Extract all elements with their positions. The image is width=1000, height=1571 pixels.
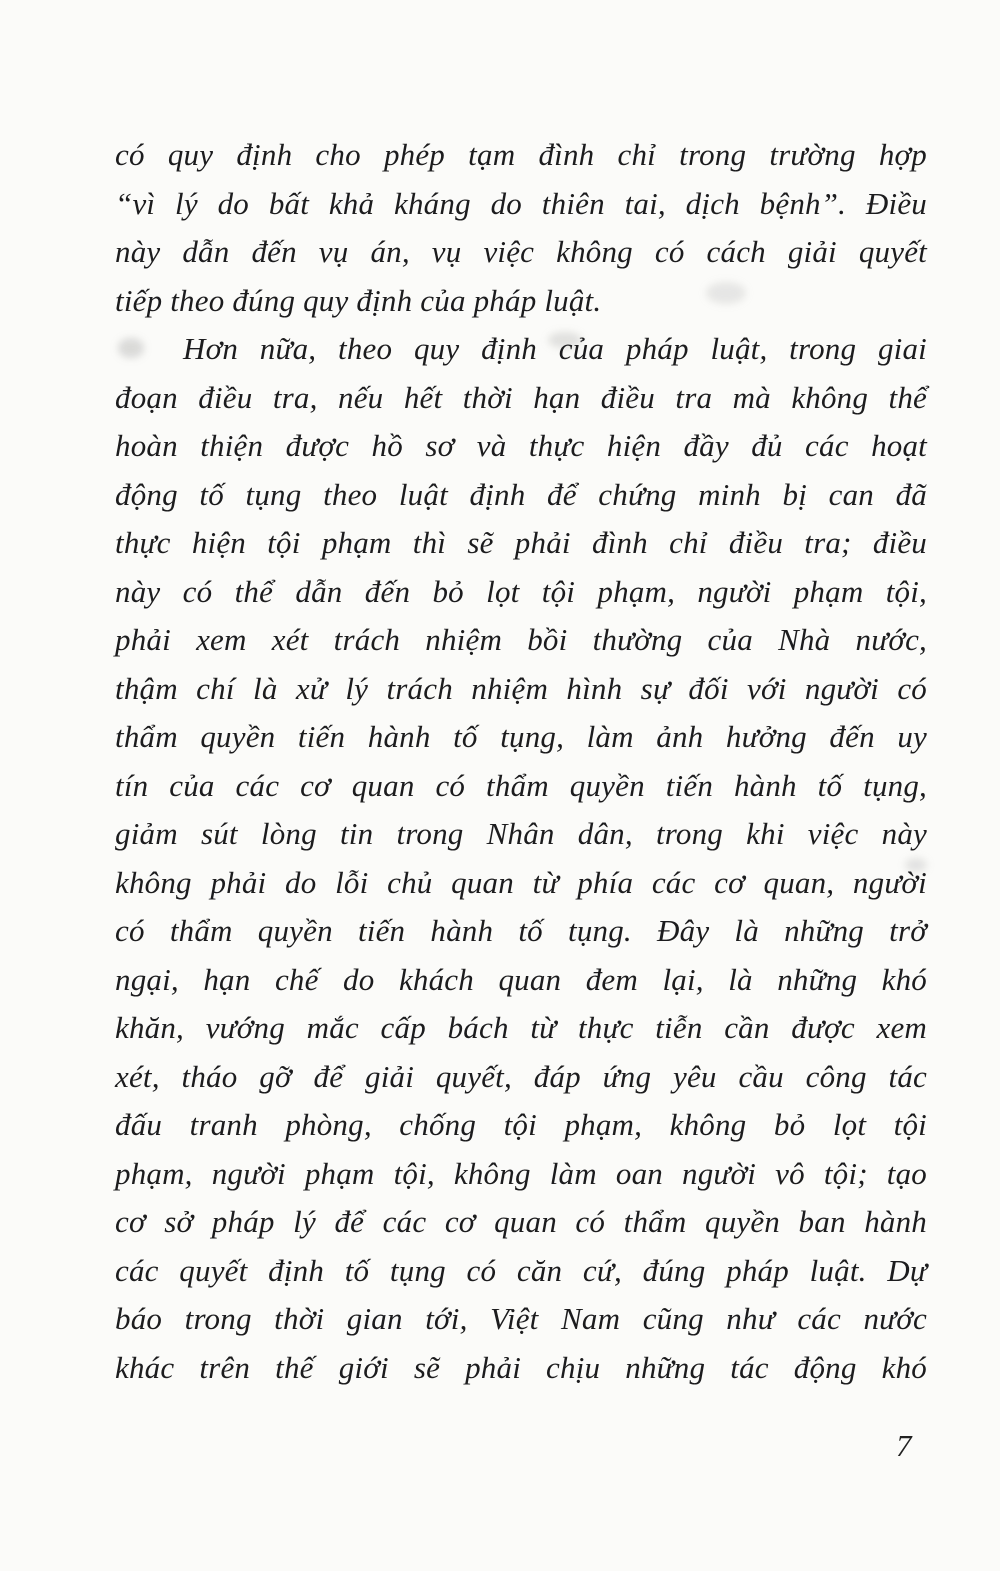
text-line: Hơn nữa, theo quy định của pháp luật, trong giai (183, 331, 927, 366)
text-line: thậm chí là xử lý trách nhiệm hình sự đối với người có (115, 670, 927, 706)
text-line: giảm sút lòng tin trong Nhân dân, trong khi việc này (115, 816, 927, 851)
text-line: báo trong thời gian tới, Việt Nam cũng như các nước (115, 1301, 927, 1336)
text-line: khác trên thế giới sẽ phải chịu những tác động khó (115, 1349, 927, 1385)
text-line: các quyết định tố tụng có căn cứ, đúng pháp luật. Dự (115, 1252, 927, 1288)
text-line: đoạn điều tra, nếu hết thời hạn điều tra mà không thể (115, 379, 927, 415)
text-line: phạm, người phạm tội, không làm oan người vô tội; tạo (115, 1155, 927, 1191)
text-line: có quy định cho phép tạm đình chỉ trong trường hợp (115, 137, 927, 172)
text-line: cơ sở pháp lý để các cơ quan có thẩm quyền ban hành (115, 1204, 927, 1239)
text-line: “vì lý do bất khả kháng do thiên tai, dịch bệnh”. Điều (115, 185, 927, 221)
text-line: phải xem xét trách nhiệm bồi thường của Nhà nước, (115, 622, 927, 657)
text-line: ngại, hạn chế do khách quan đem lại, là những khó (115, 961, 927, 997)
text-line: động tố tụng theo luật định để chứng minh bị can đã (115, 476, 927, 512)
text-line: này có thể dẫn đến bỏ lọt tội phạm, người phạm tội, (115, 573, 927, 609)
text-line: đấu tranh phòng, chống tội phạm, không bỏ lọt tội (115, 1107, 927, 1142)
text-line: này dẫn đến vụ án, vụ việc không có cách giải quyết (115, 234, 927, 269)
page-number: 7 (896, 1428, 912, 1463)
text-line: hoàn thiện được hồ sơ và thực hiện đầy đủ các hoạt (115, 428, 927, 463)
text-line: tiếp theo đúng quy định của pháp luật. (115, 282, 602, 318)
text-line: thực hiện tội phạm thì sẽ phải đình chỉ điều tra; điều (115, 525, 927, 560)
text-line: khăn, vướng mắc cấp bách từ thực tiễn cần được xem (115, 1010, 927, 1045)
text-line: tín của các cơ quan có thẩm quyền tiến hành tố tụng, (115, 767, 927, 803)
body-text (115, 131, 927, 1392)
text-line: không phải do lỗi chủ quan từ phía các cơ quan, người (115, 864, 927, 900)
text-line: thẩm quyền tiến hành tố tụng, làm ảnh hưởng đến uy (115, 719, 927, 754)
text-line: xét, tháo gỡ để giải quyết, đáp ứng yêu cầu công tác (115, 1058, 927, 1094)
text-line: có thẩm quyền tiến hành tố tụng. Đây là những trở (115, 913, 927, 948)
